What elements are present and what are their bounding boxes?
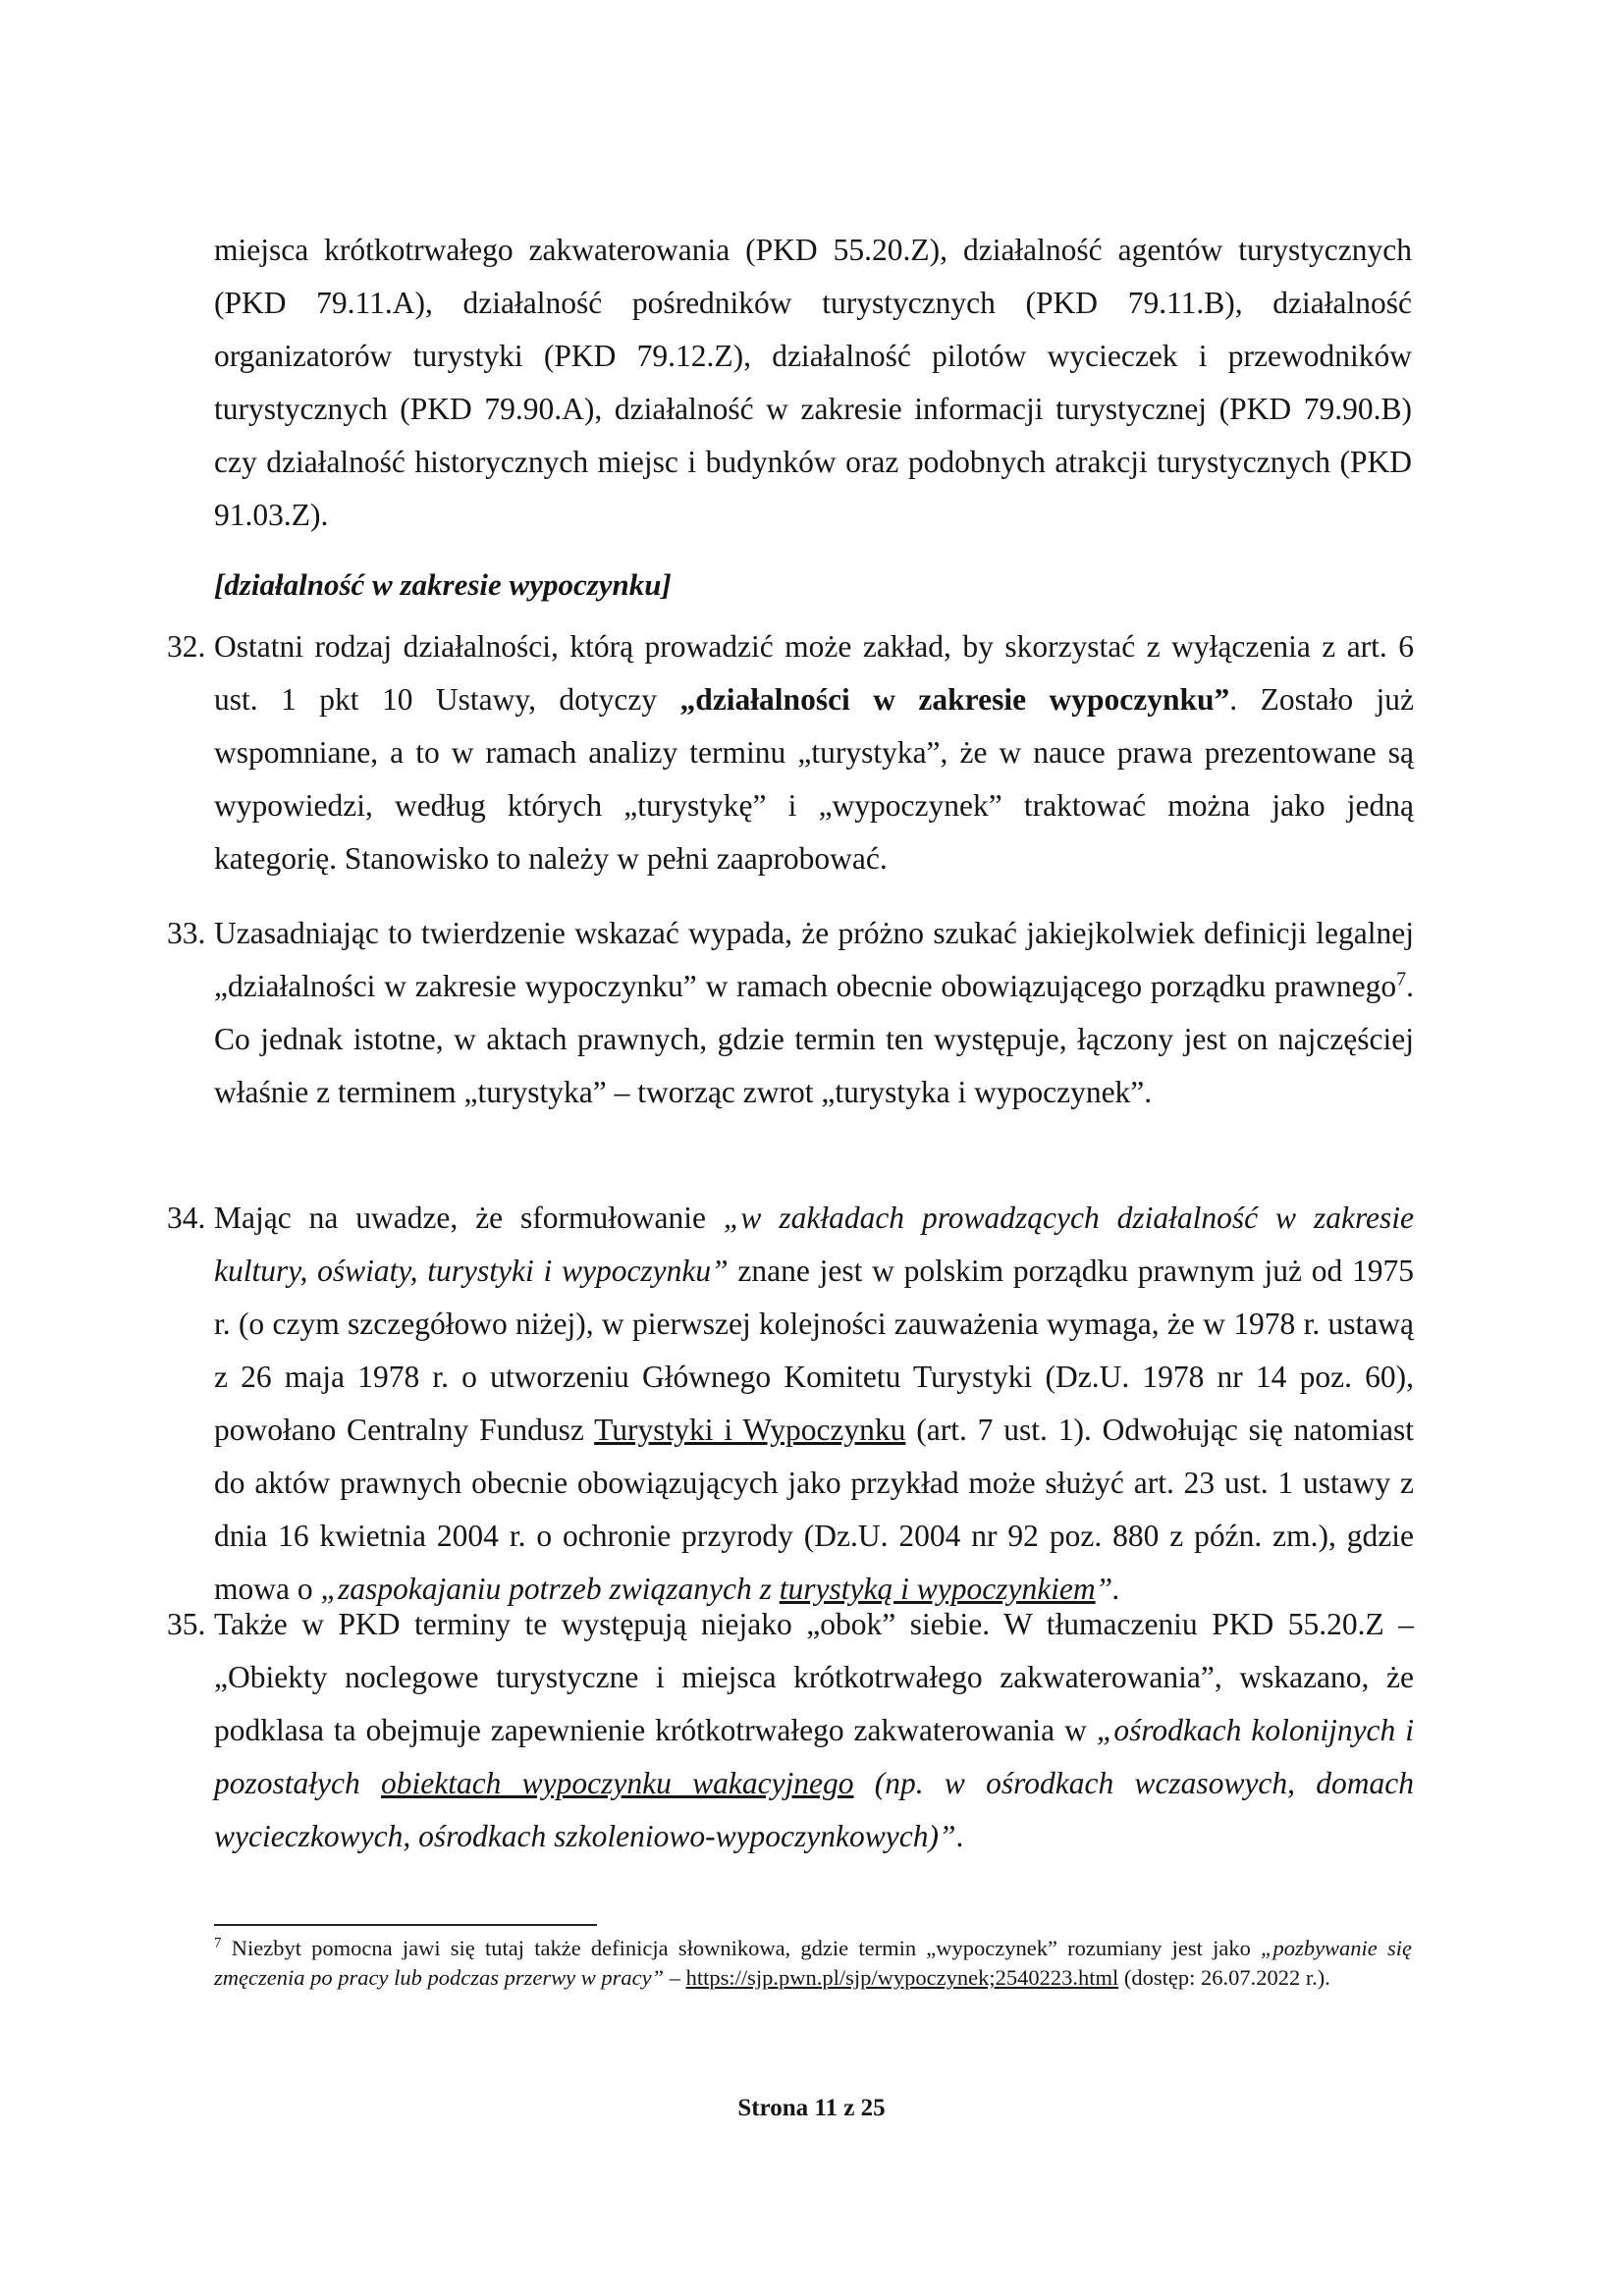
bold-phrase: „działalności w zakresie wypoczynku” [679,682,1230,717]
paragraph-34 [167,1192,1414,1616]
underlined-italic-phrase: obiektach wypoczynku wakacyjnego [380,1766,854,1800]
text-run: (dostęp: 26.07.2022 r.). [1118,1965,1330,1990]
italic-quote: „w zakładach prowadzących działalność w zakresie kultury, oświaty, turystyki i wypoczynku” [214,1201,1415,1288]
paragraph-text [214,620,1414,885]
total-pages: 25 [860,2095,886,2121]
text-run: (art. 7 ust. 1). Odwołując się natomiast do aktów prawnych obecnie obowiązujących jako przykład może służyć art. 23 ust. 1 ustawy z dnia 16 kwietnia 2004 r. o ochronie przyrody (Dz.U. 2004 nr 92 poz. 880 z późn. zm.), gdzie mowa o [214,1413,1414,1606]
italic-quote: „ośrodkach kolonijnych i pozostałych [214,1713,1414,1800]
italic-quote: „zaspokajaniu potrzeb związanych z [320,1572,780,1606]
footnote-number: 7 [214,1935,222,1951]
paragraph-number: 35. [167,1607,206,1641]
intro-paragraph [214,224,1412,542]
text-run: znane jest w polskim porządku prawnym już od 1975 r. (o czym szczegółowo niżej), w pierwszej kolejności zauważenia wymaga, że w 1978 r. ustawą z 26 maja 1978 r. o utworzeniu Głównego Komitetu Turystyki (Dz.U. 1978 nr 14 poz. 60), powołano Centralny Fundusz [214,1254,1414,1447]
footnote-7 [214,1934,1412,1993]
section-heading: [działalność w zakresie wypoczynku] [214,567,672,602]
text-run: Uzasadniając to twierdzenie wskazać wypada, że próżno szukać jakiejkolwiek definicji legalnej „działalności w zakresie wypoczynku” w ramach obecnie obowiązującego porządku prawnego [214,916,1414,1003]
paragraph-text [214,907,1414,1119]
paragraph-32 [167,620,1414,885]
paragraph-number: 34. [167,1201,206,1235]
italic-quote-end: ”. [1095,1572,1121,1606]
text-run: Mając na uwadze, że sformułowanie [214,1201,724,1235]
text-run: . [955,1819,964,1853]
footnote-reference[interactable]: 7 [1396,968,1407,990]
page-number-footer [0,2095,1623,2122]
paragraph-text [214,1192,1414,1616]
current-page: 11 [814,2095,839,2121]
paragraph-33 [167,907,1414,1119]
footer-middle: z [838,2095,861,2121]
text-run: . Zostało już wspomniane, a to w ramach analizy terminu „turystyka”, że w nauce prawa prezentowane są wypowiedzi, według których „turystykę” i „wypoczynek” traktować można jako jedną kategorię. Stanowisko to należy w pełni zaaprobować. [214,682,1415,876]
paragraph-number: 32. [167,629,206,664]
underlined-italic-phrase: turystyką i wypoczynkiem [779,1572,1096,1606]
paragraph-number: 33. [167,916,206,950]
text-run: Niezbyt pomocna jawi się tutaj także definicja słownikowa, gdzie termin „wypoczynek” rozumiany jest jako [221,1936,1262,1960]
footer-prefix: Strona [737,2095,815,2121]
paragraph-text [214,1598,1414,1863]
paragraph-35 [167,1598,1414,1863]
italic-quote: (np. w ośrodkach wczasowych, domach wycieczkowych, ośrodkach szkoleniowo-wypoczynkowych)” [214,1766,1415,1853]
text-run: Także w PKD terminy te występują niejako „obok” siebie. W tłumaczeniu PKD 55.20.Z – „Obiekty noclegowe turystyczne i miejsca krótkotrwałego zakwaterowania”, wskazano, że podklasa ta obejmuje zapewnienie krótkotrwałego zakwaterowania w [214,1607,1414,1747]
italic-quote: „pozbywanie się zmęczenia po pracy lub podczas przerwy w pracy” [214,1936,1413,1990]
footnote-link[interactable]: https://sjp.pwn.pl/sjp/wypoczynek;2540223.html [685,1965,1119,1990]
intro-text: miejsca krótkotrwałego zakwaterowania (PKD 55.20.Z), działalność agentów turystycznych (PKD 79.11.A), działalność pośredników turystycznych (PKD 79.11.B), działalność organizatorów turystyki (PKD 79.12.Z), działalność pilotów wycieczek i przewodników turystycznych (PKD 79.90.A), działalność w zakresie informacji turystycznej (PKD 79.90.B) czy działalność historycznych miejsc i budynków oraz podobnych atrakcji turystycznych (PKD 91.03.Z). [214,233,1412,532]
text-run: Ostatni rodzaj działalności, którą prowadzić może zakład, by skorzystać z wyłączenia z art. 6 ust. 1 pkt 10 Ustawy, dotyczy [214,629,1414,717]
underlined-phrase: Turystyki i Wypoczynku [594,1413,906,1447]
text-run: – [664,1965,686,1990]
text-run: . Co jednak istotne, w aktach prawnych, gdzie termin ten występuje, łączony jest on najczęściej właśnie z terminem „turystyka” – tworząc zwrot „turystyka i wypoczynek”. [214,969,1414,1109]
footnote-separator [214,1924,597,1926]
